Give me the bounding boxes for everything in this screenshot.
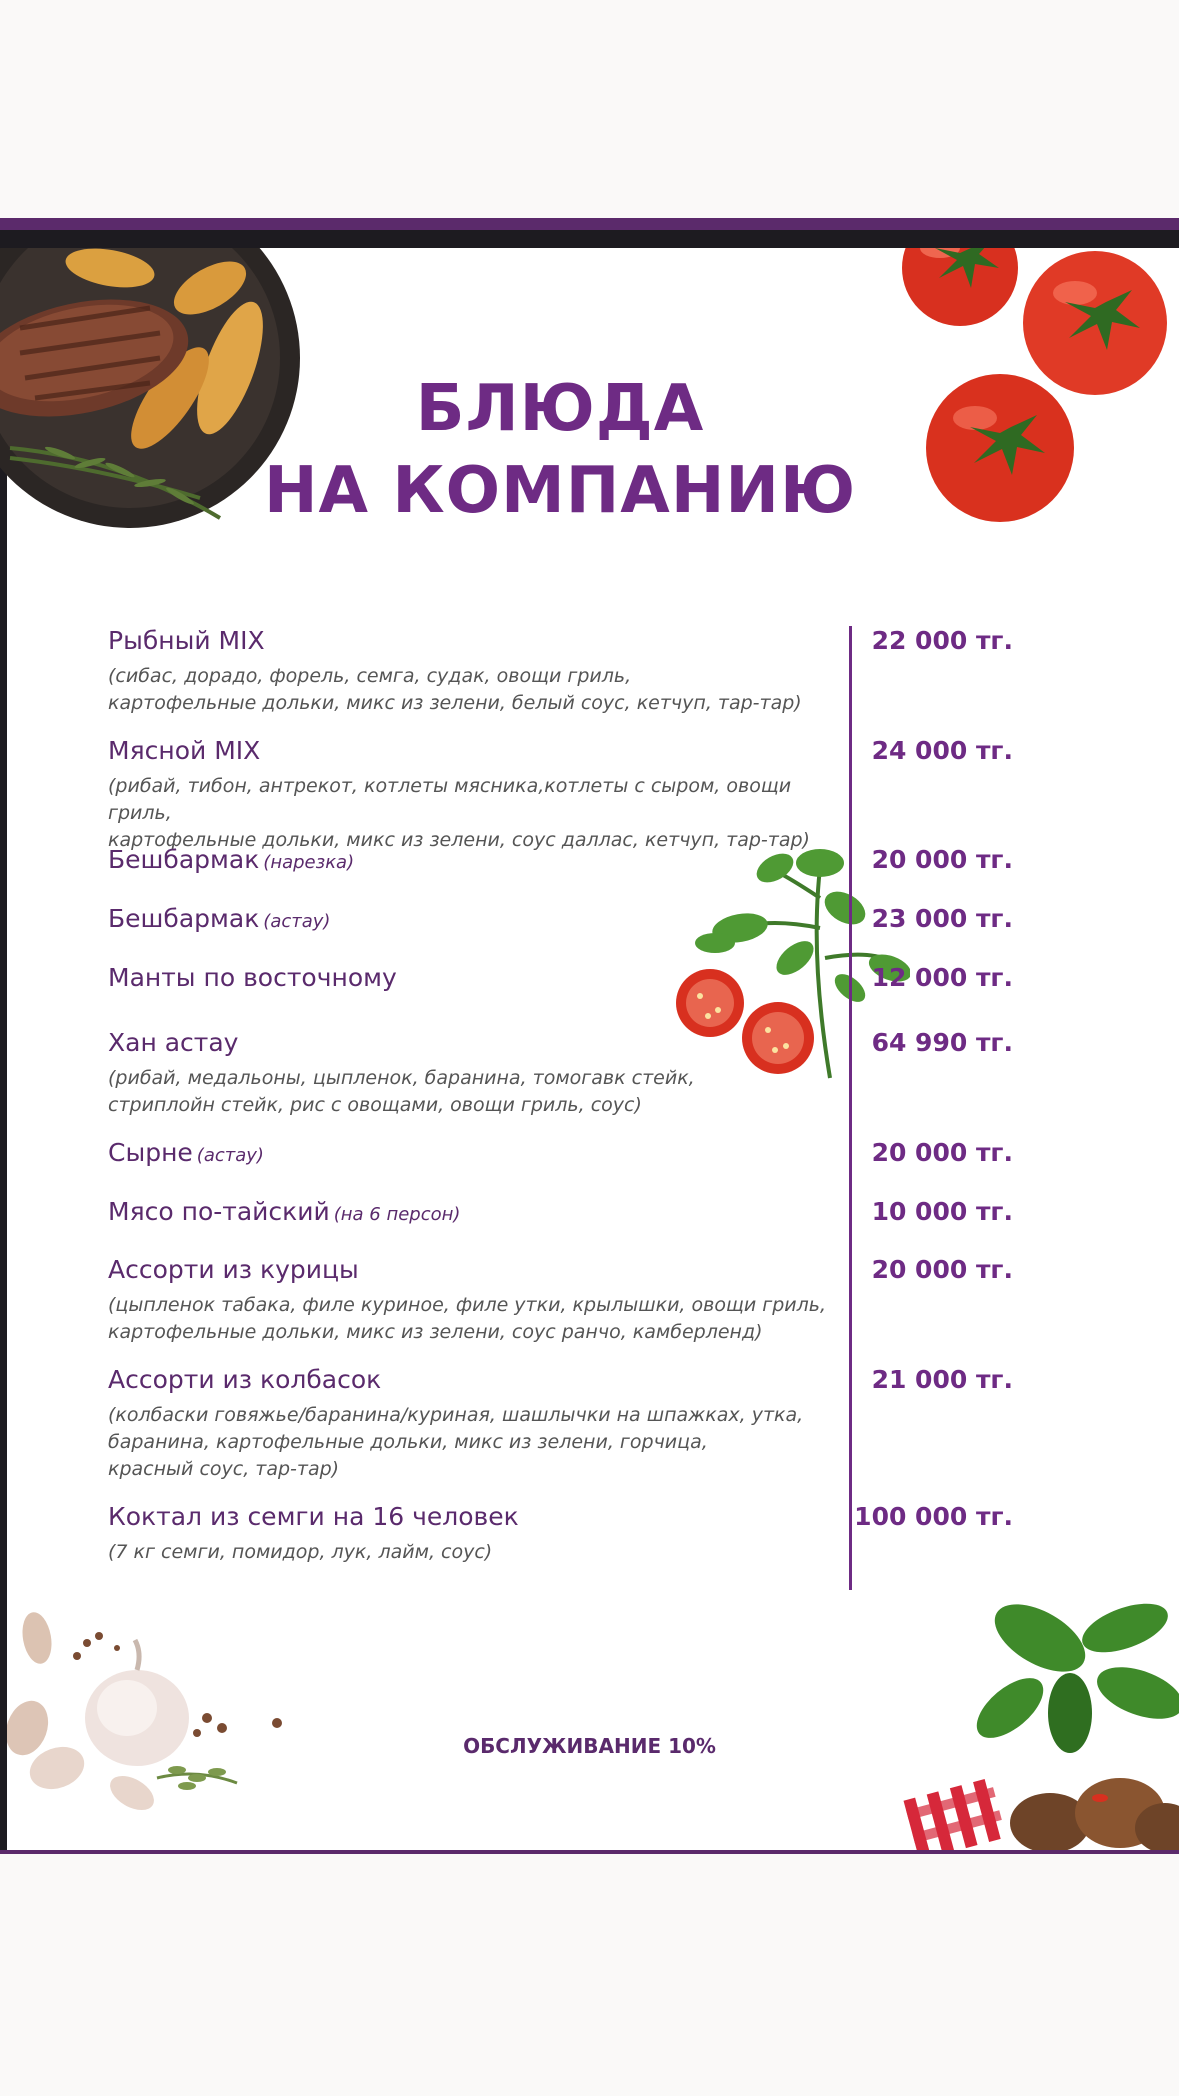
menu-page (0, 218, 1179, 1854)
title-line-2: НА КОМПАНИЮ (263, 454, 857, 528)
menu-item (108, 1365, 848, 1483)
top-dark-stripe (0, 230, 1179, 248)
service-charge-note: ОБСЛУЖИВАНИЕ 10% (463, 1734, 716, 1758)
item-price: 10 000 тг. (871, 1197, 1013, 1226)
menu-item (108, 904, 848, 937)
item-price: 20 000 тг. (871, 1255, 1013, 1284)
menu-item (108, 1255, 848, 1346)
item-price: 12 000 тг. (871, 963, 1013, 992)
menu-item (108, 1138, 848, 1171)
item-description: (рибай, тибон, антрекот, котлеты мясника,котлеты с сыром, овощи гриль, картофельные дольки, микс из зелени, соус даллас, кетчуп, тар-тар) (108, 775, 810, 851)
item-price: 23 000 тг. (871, 904, 1013, 933)
menu-item (108, 1197, 848, 1230)
menu-item (108, 845, 848, 878)
top-purple-stripe (0, 218, 1179, 230)
item-description: (сибас, дорадо, форель, семга, судак, овощи гриль, картофельные дольки, микс из зелени, белый соус, кетчуп, тар-тар) (108, 665, 802, 714)
item-description: (рибай, медальоны, цыпленок, баранина, томогавк стейк, стриплойн стейк, рис с овощами, овощи гриль, соус) (108, 1067, 695, 1116)
menu-title (250, 368, 870, 532)
menu-item (108, 1502, 848, 1566)
item-price: 20 000 тг. (871, 845, 1013, 874)
item-price: 22 000 тг. (871, 626, 1013, 655)
menu-item (108, 1028, 848, 1119)
menu-item (108, 626, 848, 717)
item-description: (колбаски говяжье/баранина/куриная, шашлычки на шпажках, утка, баранина, картофельные дольки, микс из зелени, горчица, красный соус, тар-тар) (108, 1404, 804, 1480)
item-description: (7 кг семги, помидор, лук, лайм, соус) (108, 1541, 493, 1563)
item-name: Ассорти из колбасок (108, 1365, 382, 1394)
menu-item (108, 963, 848, 996)
item-price: 24 000 тг. (871, 736, 1013, 765)
item-name: Коктал из семги на 16 человек (108, 1502, 519, 1531)
item-name: Хан астау (108, 1028, 239, 1057)
item-name: Манты по восточному (108, 963, 397, 992)
item-price: 20 000 тг. (871, 1138, 1013, 1167)
item-price: 64 990 тг. (871, 1028, 1013, 1057)
menu-item (108, 736, 848, 854)
item-name: Ассорти из курицы (108, 1255, 359, 1284)
item-price: 21 000 тг. (871, 1365, 1013, 1394)
bottom-purple-line (0, 1850, 1179, 1854)
item-price: 100 000 тг. (854, 1502, 1013, 1531)
item-name: Мясной MIX (108, 736, 261, 765)
item-name: Рыбный MIX (108, 626, 265, 655)
item-description: (цыпленок табака, филе куриное, филе утки, крылышки, овощи гриль, картофельные дольки, микс из зелени, соус ранчо, камберленд) (108, 1294, 827, 1343)
item-name: Мясо по-тайский (на 6 персон) (108, 1197, 461, 1226)
title-line-1: БЛЮДА (415, 372, 705, 446)
item-name: Бешбармак (астау) (108, 904, 331, 933)
item-name: Бешбармак (нарезка) (108, 845, 355, 874)
tomatoes-image (880, 248, 1179, 548)
garlic-image (7, 1608, 287, 1848)
item-name: Сырне (астау) (108, 1138, 264, 1167)
price-divider (849, 626, 852, 1590)
basil-image (900, 1598, 1179, 1850)
